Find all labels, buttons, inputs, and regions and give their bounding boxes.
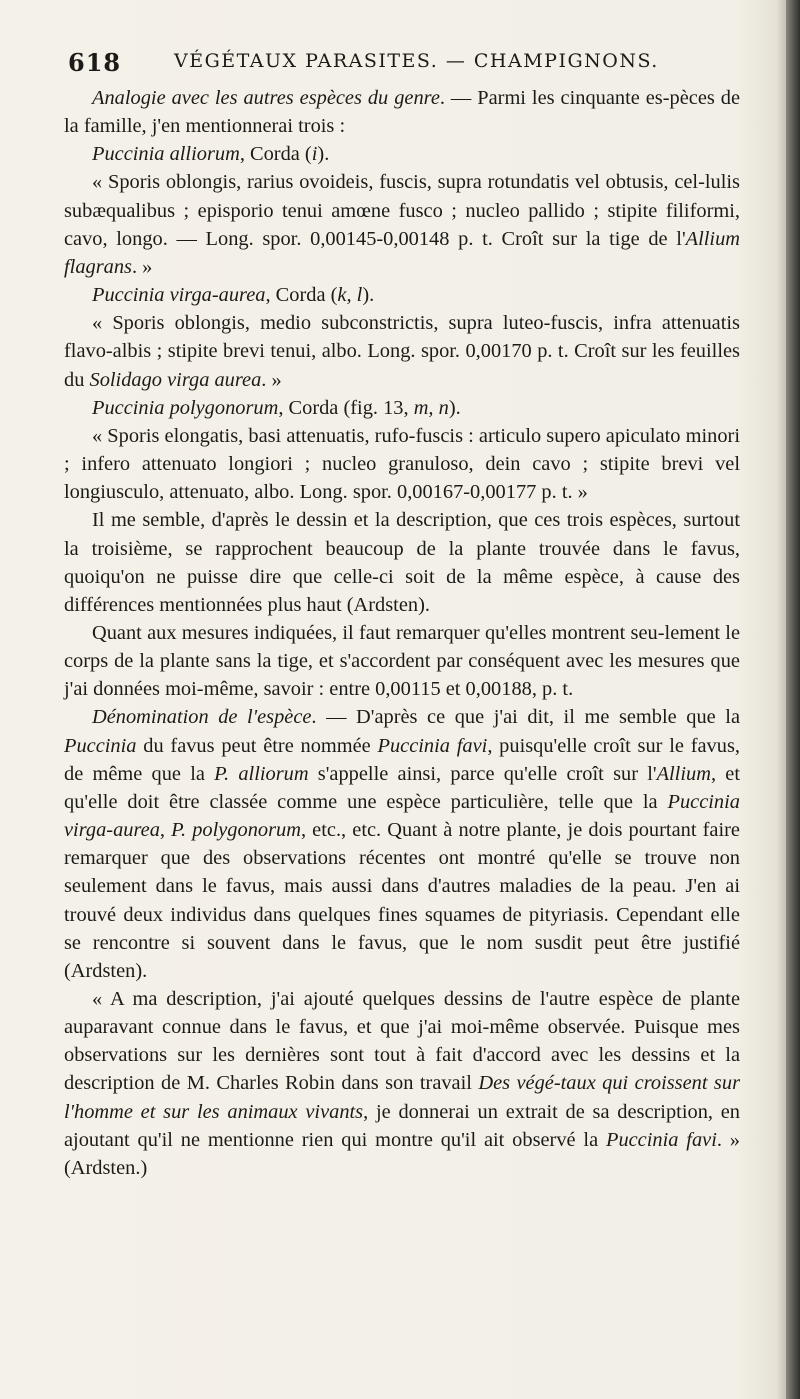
species-name: P. alliorum [214, 762, 309, 785]
page-header [68, 48, 708, 78]
species-name: Puccinia virga-aurea [92, 284, 266, 307]
text-run: ). [362, 284, 375, 307]
species-name: Puccinia [64, 734, 137, 757]
species-name: Puccinia favi [377, 734, 488, 757]
species-name: Allium [656, 762, 711, 785]
running-title: VÉGÉTAUX PARASITES. — CHAMPIGNONS. [174, 50, 659, 72]
paragraph-measures: Quant aux mesures indiquées, il faut remarquer qu'elles montrent seu-lement le corps de la plante sans la tige, et s'accordent par conséquent avec les mesures que j'ai données moi-même, savoir : entre 0,00115 et 0,00188, p. t. [64, 621, 740, 701]
text-run: « Sporis oblongis, medio subconstrictis, supra luteo-fuscis, infra attenuatis flavo-albis ; stipite brevi tenui, albo. Long. spor. 0,00170 p. t. Croît sur les feuilles du [64, 312, 740, 391]
species-title-alliorum [64, 140, 740, 168]
species-title-virga-aurea [64, 281, 740, 309]
figure-ref: m, n [413, 396, 449, 419]
text-run: ). [317, 143, 330, 166]
species-name: Puccinia polygonorum [92, 396, 279, 419]
text-run: , et qu'elle doit être classée comme une espèce particulière, telle que la [64, 762, 740, 813]
text-run: . » (Ardsten.) [64, 1128, 741, 1179]
paragraph-comparison: Il me semble, d'après le dessin et la description, que ces trois espèces, surtout la troisième, se rapprochent beaucoup de la plante trouvée dans le favus, quoiqu'on ne puisse dire que celle-ci soit de la même espèce, à cause des différences mentionnées plus haut (Ardsten). [64, 509, 740, 616]
species-title-polygonorum [64, 394, 740, 422]
text-run: , etc., etc. Quant à notre plante, je dois pourtant faire remarquer que des observations récentes ont montré qu'elle se trouve non seulement dans le favus, mais aussi dans d'autres maladies de la peau. J'en ai trouvé deux individus dans quelques fines squames de pityriasis. Cependant elle se rencontre si souvent dans le favus, que le nom susdit peut être justifié (Ardsten). [64, 819, 740, 982]
text-run: . » [131, 255, 153, 278]
quote-polygonorum: « Sporis elongatis, basi attenuatis, rufo-fuscis : articulo supero apiculato minori ; infero attenuato longiori ; nucleo granuloso, dein cavo ; stipite brevi vel longiusculo, attenuato, albo. Long. spor. 0,00167-0,00177 p. t. » [64, 424, 740, 504]
species-name: Puccinia favi [605, 1128, 717, 1151]
page-binding-edge [786, 0, 800, 1399]
section-heading-analogie: Analogie avec les autres espèces du genre [92, 87, 440, 109]
figure-ref: k, l [337, 284, 363, 307]
text-run: , Corda ( [239, 143, 312, 166]
text-run: , Corda (fig. 13, [278, 396, 414, 419]
text-run: « Sporis oblongis, rarius ovoideis, fuscis, supra rotundatis vel obtusis, cel-lulis subæqualibus ; episporio tenui amœne fusco ; nucleo pallido ; stipite filiformi, cavo, longo. — Long. spor. 0,00145-0,00148 p. t. Croît sur la tige de l' [64, 171, 740, 250]
text-run: . » [261, 368, 282, 391]
body-text [64, 84, 740, 1182]
text-run: du favus peut être nommée [136, 734, 378, 757]
species-name: Solidago virga aurea [89, 368, 262, 391]
paragraph-description [64, 985, 740, 1182]
text-run: ). [448, 396, 461, 419]
text-run: « A ma description, j'ai ajouté quelques dessins de l'autre espèce de plante auparavant connue dans le favus, et que j'ai moi-même observée. Puisque mes observations sur les dernières sont tout à fait d'accord avec les dessins et la description de M. Charles Robin dans son travail [64, 988, 740, 1095]
paragraph-denomination [64, 703, 740, 985]
paragraph-analogie [64, 84, 740, 140]
quote-virga-aurea [64, 309, 740, 393]
text-run: . — D'après ce que j'ai dit, il me semble que la [311, 706, 741, 729]
species-name: Puccinia virga-aurea, P. polygonorum [64, 790, 740, 842]
species-name: Puccinia alliorum [92, 143, 240, 166]
book-title: Des végé-taux qui croissent sur l'homme et sur les animaux vivants [64, 1072, 741, 1123]
page-number: 618 [68, 48, 122, 77]
text-run: , puisqu'elle croît sur le favus, de même que la [64, 734, 740, 785]
text-run: s'appelle ainsi, parce qu'elle croît sur l' [308, 762, 657, 785]
quote-alliorum [64, 168, 740, 281]
text-run: , Corda ( [265, 284, 338, 307]
section-heading-denomination: Dénomination de l'espèce [92, 706, 312, 729]
text-run: . — Parmi les cinquante es-pèces de la famille, j'en mentionnerai trois : [64, 87, 740, 138]
text-run: , je donnerai un extrait de sa description, en ajoutant qu'il ne mentionne rien qui montre qu'il ait observé la [64, 1100, 740, 1151]
species-name: Allium flagrans [64, 227, 740, 278]
figure-ref: i [311, 143, 318, 166]
